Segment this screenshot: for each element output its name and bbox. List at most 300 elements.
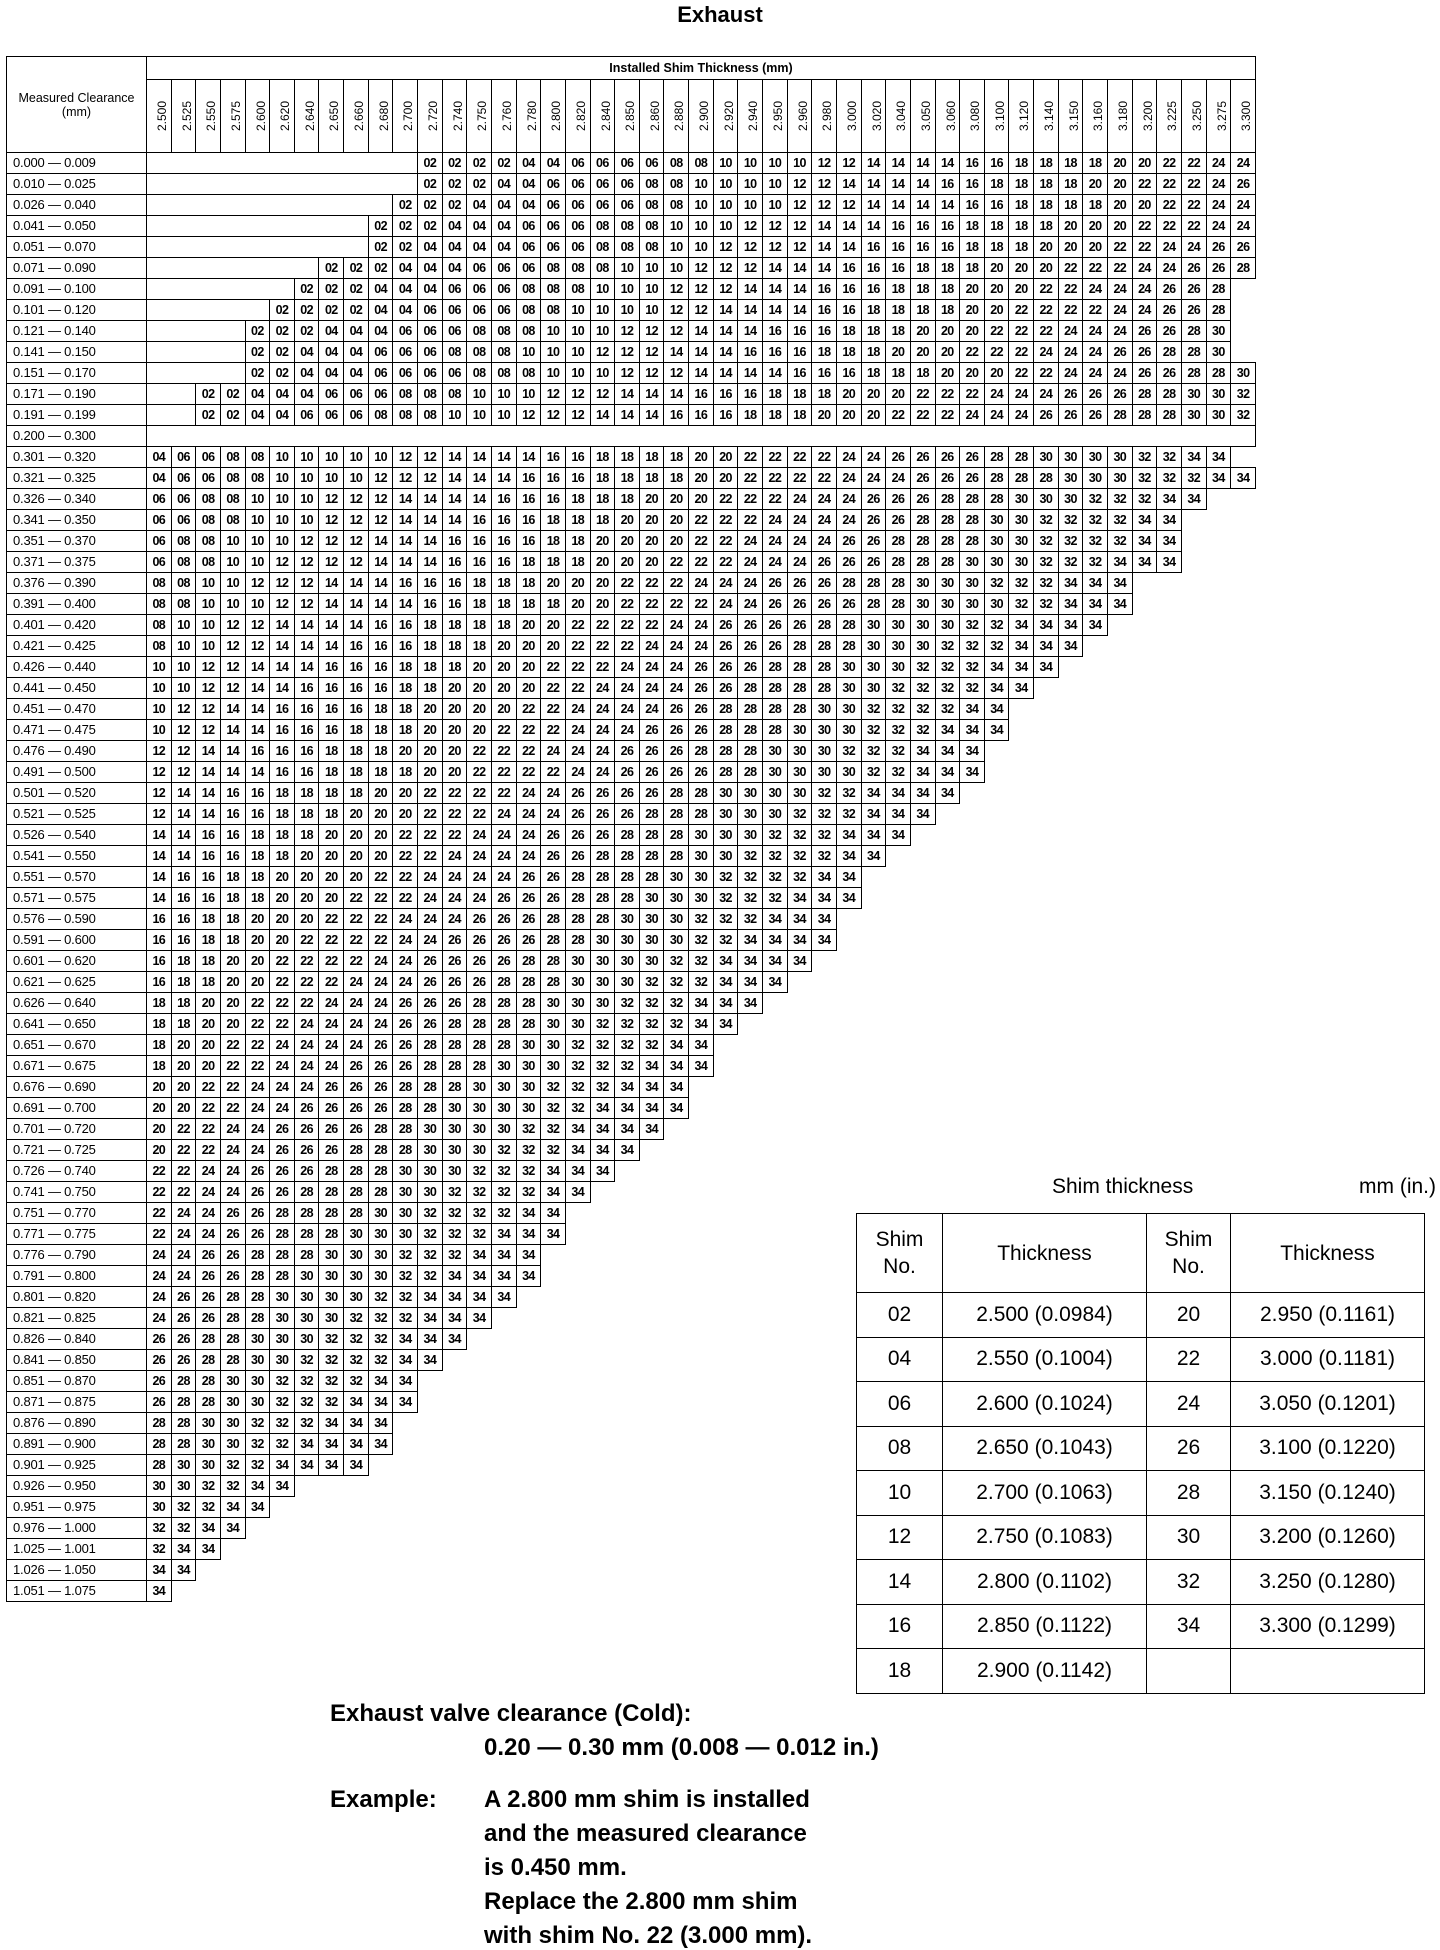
shim-number-cell: 34 bbox=[368, 1413, 393, 1434]
shim-number-cell: 22 bbox=[590, 657, 615, 678]
shim-number-cell: 24 bbox=[1058, 342, 1083, 363]
shim-number-cell: 24 bbox=[639, 699, 664, 720]
shim-number-cell: 32 bbox=[541, 1098, 566, 1119]
shim-number: 20 bbox=[1147, 1293, 1231, 1338]
shim-number-cell: 26 bbox=[418, 1014, 443, 1035]
shim-number-cell: 32 bbox=[713, 909, 738, 930]
shim-number-cell: 26 bbox=[541, 867, 566, 888]
shim-number-cell: 26 bbox=[541, 825, 566, 846]
shim-number-cell: 24 bbox=[270, 1056, 295, 1077]
shim-number-cell: 34 bbox=[319, 1434, 344, 1455]
installed-thickness-label: 2.500 bbox=[155, 100, 170, 132]
shim-number-cell: 30 bbox=[763, 804, 788, 825]
shim-number-cell: 22 bbox=[220, 1098, 245, 1119]
shim-number-cell: 30 bbox=[1009, 531, 1034, 552]
measured-clearance-cell: 0.901 — 0.925 bbox=[7, 1455, 147, 1476]
shim-number-cell: 14 bbox=[491, 468, 516, 489]
shim-number-cell: 32 bbox=[664, 1014, 689, 1035]
shim-number-cell: 16 bbox=[984, 195, 1009, 216]
shim-number-cell: 18 bbox=[368, 720, 393, 741]
shim-number-cell: 22 bbox=[713, 510, 738, 531]
shim-number-cell: 20 bbox=[1107, 195, 1132, 216]
shim-number-cell: 12 bbox=[615, 321, 640, 342]
shim-number-cell: 28 bbox=[442, 1056, 467, 1077]
shim-number-cell: 12 bbox=[319, 531, 344, 552]
measured-clearance-cell: 0.121 — 0.140 bbox=[7, 321, 147, 342]
shim-number-cell: 32 bbox=[812, 846, 837, 867]
shim-number-cell: 26 bbox=[294, 1140, 319, 1161]
shim-number-cell: 16 bbox=[467, 531, 492, 552]
shim-number-cell: 18 bbox=[368, 762, 393, 783]
shim-number-cell: 18 bbox=[960, 216, 985, 237]
shim-number-cell: 24 bbox=[713, 594, 738, 615]
shim-number-cell: 22 bbox=[1157, 195, 1182, 216]
shim-number-cell: 34 bbox=[1009, 615, 1034, 636]
shim-number-cell: 30 bbox=[763, 762, 788, 783]
shim-number-cell: 24 bbox=[368, 972, 393, 993]
shim-number-cell: 28 bbox=[344, 1140, 369, 1161]
shim-number-cell: 18 bbox=[467, 573, 492, 594]
shim-number-cell: 26 bbox=[245, 1161, 270, 1182]
shim-number-cell: 34 bbox=[984, 699, 1009, 720]
legend-header: Thickness bbox=[1231, 1214, 1425, 1293]
shim-number-cell: 32 bbox=[1132, 468, 1157, 489]
shim-number-cell: 12 bbox=[344, 510, 369, 531]
shim-number-cell: 34 bbox=[763, 909, 788, 930]
shim-number-cell: 22 bbox=[689, 531, 714, 552]
shim-number-cell: 12 bbox=[319, 552, 344, 573]
shim-number-cell: 28 bbox=[738, 699, 763, 720]
shim-number-cell: 16 bbox=[294, 720, 319, 741]
table-row bbox=[7, 153, 1256, 174]
measured-clearance-cell: 0.551 — 0.570 bbox=[7, 867, 147, 888]
measured-clearance-cell: 0.926 — 0.950 bbox=[7, 1476, 147, 1497]
shim-number-cell: 22 bbox=[467, 762, 492, 783]
shim-number-cell: 32 bbox=[319, 1371, 344, 1392]
shim-number-cell: 30 bbox=[491, 1077, 516, 1098]
shim-number-cell: 18 bbox=[516, 552, 541, 573]
shim-number-cell: 30 bbox=[639, 951, 664, 972]
shim-thickness: 3.050 (0.1201) bbox=[1231, 1382, 1425, 1427]
shim-number-cell: 10 bbox=[270, 531, 295, 552]
shim-number-cell: 30 bbox=[393, 1182, 418, 1203]
shim-number-cell: 30 bbox=[294, 1266, 319, 1287]
shim-number-cell: 34 bbox=[368, 1434, 393, 1455]
shim-number-cell: 22 bbox=[615, 636, 640, 657]
shim-number-cell: 16 bbox=[196, 867, 221, 888]
shim-number-cell: 24 bbox=[590, 699, 615, 720]
shim-number-cell: 24 bbox=[147, 1308, 172, 1329]
blank-area bbox=[1034, 678, 1256, 699]
shim-number-cell: 18 bbox=[147, 993, 172, 1014]
shim-number-cell: 34 bbox=[738, 930, 763, 951]
shim-number-cell: 18 bbox=[910, 279, 935, 300]
shim-number-cell: 30 bbox=[1058, 489, 1083, 510]
shim-number-cell: 26 bbox=[270, 1182, 295, 1203]
shim-number-cell: 02 bbox=[491, 153, 516, 174]
shim-number-cell: 24 bbox=[541, 741, 566, 762]
shim-number-cell: 30 bbox=[1206, 384, 1231, 405]
shim-number-cell: 34 bbox=[442, 1308, 467, 1329]
shim-number-cell: 26 bbox=[491, 888, 516, 909]
shim-number-cell: 06 bbox=[565, 174, 590, 195]
shim-number-cell: 24 bbox=[491, 825, 516, 846]
shim-number-cell: 20 bbox=[245, 930, 270, 951]
shim-number-cell: 28 bbox=[196, 1392, 221, 1413]
measured-clearance-cell: 0.576 — 0.590 bbox=[7, 909, 147, 930]
shim-number-cell: 08 bbox=[664, 195, 689, 216]
shim-number-cell: 12 bbox=[294, 573, 319, 594]
shim-number-cell: 32 bbox=[1034, 594, 1059, 615]
shim-number-cell: 22 bbox=[960, 342, 985, 363]
shim-number-cell: 06 bbox=[639, 153, 664, 174]
shim-number-cell: 30 bbox=[590, 951, 615, 972]
shim-number-cell: 16 bbox=[220, 804, 245, 825]
shim-number-cell: 14 bbox=[910, 195, 935, 216]
shim-number-cell: 14 bbox=[344, 615, 369, 636]
shim-number-cell: 22 bbox=[442, 804, 467, 825]
shim-number-cell: 10 bbox=[171, 636, 196, 657]
measured-clearance-cell: 0.441 — 0.450 bbox=[7, 678, 147, 699]
blank-area bbox=[1231, 321, 1256, 342]
installed-thickness-label: 2.980 bbox=[820, 100, 835, 132]
shim-number-cell: 34 bbox=[984, 678, 1009, 699]
shim-number-cell: 10 bbox=[713, 195, 738, 216]
shim-number-cell: 34 bbox=[935, 741, 960, 762]
shim-number-cell: 22 bbox=[270, 993, 295, 1014]
shim-number-cell: 28 bbox=[565, 909, 590, 930]
shim-number-cell: 32 bbox=[344, 1371, 369, 1392]
legend-row bbox=[857, 1337, 1425, 1382]
shim-number-cell: 02 bbox=[319, 258, 344, 279]
shim-number-cell: 08 bbox=[639, 174, 664, 195]
shim-number-cell: 16 bbox=[689, 384, 714, 405]
shim-number-cell: 24 bbox=[1231, 153, 1256, 174]
shim-number-cell: 32 bbox=[418, 1224, 443, 1245]
blank-area bbox=[1009, 720, 1256, 741]
shim-number-cell: 02 bbox=[319, 279, 344, 300]
shim-number-cell: 24 bbox=[344, 1035, 369, 1056]
shim-number-cell: 04 bbox=[270, 384, 295, 405]
shim-number-cell: 18 bbox=[886, 300, 911, 321]
shim-number-cell: 28 bbox=[565, 867, 590, 888]
shim-number-cell: 10 bbox=[196, 594, 221, 615]
shim-number-cell: 26 bbox=[787, 573, 812, 594]
measured-clearance-cell: 0.341 — 0.350 bbox=[7, 510, 147, 531]
shim-number-cell: 32 bbox=[960, 657, 985, 678]
shim-number-cell: 26 bbox=[270, 1140, 295, 1161]
shim-number-cell: 18 bbox=[1034, 153, 1059, 174]
shim-number-cell: 14 bbox=[738, 300, 763, 321]
measured-clearance-cell: 0.376 — 0.390 bbox=[7, 573, 147, 594]
installed-thickness-header bbox=[368, 80, 393, 153]
shim-number-cell: 32 bbox=[689, 951, 714, 972]
shim-number-cell: 30 bbox=[836, 699, 861, 720]
shim-number-cell: 34 bbox=[294, 1455, 319, 1476]
shim-number-cell: 26 bbox=[171, 1329, 196, 1350]
shim-number-cell: 26 bbox=[1132, 321, 1157, 342]
shim-number-cell: 14 bbox=[615, 405, 640, 426]
shim-number-cell: 28 bbox=[319, 1161, 344, 1182]
shim-number-cell: 30 bbox=[368, 1224, 393, 1245]
shim-number-cell: 26 bbox=[615, 762, 640, 783]
shim-number-cell: 28 bbox=[344, 1161, 369, 1182]
shim-number-cell: 16 bbox=[196, 846, 221, 867]
shim-number-cell: 26 bbox=[1083, 405, 1108, 426]
shim-number-cell: 22 bbox=[565, 636, 590, 657]
shim-number-cell: 22 bbox=[1107, 258, 1132, 279]
shim-number-cell: 28 bbox=[541, 909, 566, 930]
shim-number-cell: 22 bbox=[1132, 216, 1157, 237]
shim-number-cell: 02 bbox=[393, 216, 418, 237]
shim-number-cell: 14 bbox=[171, 825, 196, 846]
shim-number-cell: 24 bbox=[319, 1056, 344, 1077]
shim-number-cell: 22 bbox=[541, 678, 566, 699]
shim-number-cell: 20 bbox=[220, 972, 245, 993]
installed-thickness-label: 3.040 bbox=[894, 100, 909, 132]
shim-number-cell: 22 bbox=[319, 951, 344, 972]
shim-number-cell: 24 bbox=[541, 783, 566, 804]
shim-number-cell: 24 bbox=[467, 825, 492, 846]
measured-clearance-cell: 0.391 — 0.400 bbox=[7, 594, 147, 615]
shim-number-cell: 04 bbox=[467, 195, 492, 216]
shim-number-cell: 18 bbox=[886, 363, 911, 384]
shim-number-cell: 32 bbox=[910, 720, 935, 741]
shim-number-cell: 26 bbox=[639, 741, 664, 762]
shim-number-cell: 30 bbox=[171, 1476, 196, 1497]
shim-number-cell: 20 bbox=[418, 741, 443, 762]
shim-number-cell: 28 bbox=[886, 573, 911, 594]
shim-number-cell: 32 bbox=[1132, 447, 1157, 468]
shim-number-cell: 32 bbox=[1034, 573, 1059, 594]
shim-number-cell: 12 bbox=[615, 342, 640, 363]
shim-number-cell: 30 bbox=[886, 615, 911, 636]
shim-number-cell: 32 bbox=[467, 1182, 492, 1203]
shim-number-cell: 08 bbox=[418, 384, 443, 405]
shim-number-cell: 12 bbox=[689, 279, 714, 300]
measured-clearance-cell: 0.301 — 0.320 bbox=[7, 447, 147, 468]
measured-clearance-cell: 1.026 — 1.050 bbox=[7, 1560, 147, 1581]
shim-number-cell: 28 bbox=[787, 636, 812, 657]
shim-number-cell: 22 bbox=[689, 552, 714, 573]
shim-number-cell: 20 bbox=[418, 720, 443, 741]
shim-number-cell: 12 bbox=[787, 195, 812, 216]
shim-number-cell: 14 bbox=[220, 720, 245, 741]
shim-number-cell: 14 bbox=[639, 405, 664, 426]
shim-number-cell: 26 bbox=[738, 657, 763, 678]
shim-number-cell: 32 bbox=[1034, 531, 1059, 552]
shim-number-cell: 22 bbox=[1157, 153, 1182, 174]
shim-number-cell: 24 bbox=[1132, 258, 1157, 279]
shim-number-cell: 24 bbox=[763, 531, 788, 552]
shim-number-cell: 22 bbox=[541, 657, 566, 678]
shim-number-cell: 32 bbox=[418, 1203, 443, 1224]
installed-thickness-header bbox=[196, 80, 221, 153]
shim-number-cell: 22 bbox=[664, 573, 689, 594]
shim-number-cell: 34 bbox=[491, 1224, 516, 1245]
shim-number-cell: 24 bbox=[319, 1035, 344, 1056]
shim-number-cell: 20 bbox=[368, 804, 393, 825]
shim-number-cell: 22 bbox=[516, 720, 541, 741]
shim-number-cell: 34 bbox=[935, 720, 960, 741]
measured-clearance-cell: 0.010 — 0.025 bbox=[7, 174, 147, 195]
shim-number-cell: 26 bbox=[590, 804, 615, 825]
shim-number-cell: 32 bbox=[886, 762, 911, 783]
shim-number-cell: 26 bbox=[689, 699, 714, 720]
shim-number-cell: 30 bbox=[590, 972, 615, 993]
shim-number-cell: 26 bbox=[910, 468, 935, 489]
shim-number-cell: 06 bbox=[147, 510, 172, 531]
shim-number-cell: 22 bbox=[1034, 363, 1059, 384]
shim-number-cell: 32 bbox=[787, 846, 812, 867]
blank-area bbox=[689, 1098, 1256, 1119]
shim-number-cell: 34 bbox=[960, 762, 985, 783]
shim-number-cell: 32 bbox=[738, 888, 763, 909]
shim-number-cell: 22 bbox=[171, 1140, 196, 1161]
shim-number-cell: 02 bbox=[245, 321, 270, 342]
shim-number-cell: 32 bbox=[812, 783, 837, 804]
shim-number-cell: 32 bbox=[861, 699, 886, 720]
shim-number-cell: 18 bbox=[245, 825, 270, 846]
installed-thickness-label: 2.900 bbox=[697, 100, 712, 132]
measured-clearance-cell: 0.071 — 0.090 bbox=[7, 258, 147, 279]
shim-number-cell: 22 bbox=[1083, 300, 1108, 321]
shim-number-cell: 16 bbox=[565, 468, 590, 489]
shim-number-cell: 24 bbox=[467, 846, 492, 867]
shim-number-cell: 26 bbox=[763, 636, 788, 657]
shim-number-cell: 28 bbox=[738, 741, 763, 762]
shim-number-cell: 06 bbox=[590, 195, 615, 216]
shim-number-cell: 06 bbox=[196, 468, 221, 489]
shim-number-cell: 18 bbox=[1034, 174, 1059, 195]
shim-number-cell: 26 bbox=[615, 804, 640, 825]
shim-number-cell: 24 bbox=[787, 531, 812, 552]
shim-number-cell: 28 bbox=[984, 468, 1009, 489]
clearance-label: Exhaust valve clearance (Cold): bbox=[330, 1700, 692, 1727]
shim-number-cell: 34 bbox=[763, 930, 788, 951]
shim-number-cell: 34 bbox=[1157, 510, 1182, 531]
shim-number: 30 bbox=[1147, 1515, 1231, 1560]
installed-thickness-label: 2.840 bbox=[598, 100, 613, 132]
shim-number-cell: 24 bbox=[738, 552, 763, 573]
shim-thickness: 2.800 (0.1102) bbox=[943, 1560, 1147, 1605]
shim-number-cell: 28 bbox=[147, 1413, 172, 1434]
shim-number-cell: 30 bbox=[960, 594, 985, 615]
shim-number-cell: 34 bbox=[220, 1518, 245, 1539]
shim-number-cell: 26 bbox=[418, 951, 443, 972]
shim-number-cell: 24 bbox=[418, 888, 443, 909]
shim-number-cell: 20 bbox=[1083, 216, 1108, 237]
shim-number-cell: 14 bbox=[196, 741, 221, 762]
shim-number-cell: 22 bbox=[491, 741, 516, 762]
shim-number: 10 bbox=[857, 1471, 943, 1516]
shim-number-cell: 10 bbox=[565, 342, 590, 363]
shim-number-cell: 26 bbox=[935, 447, 960, 468]
shim-number-cell: 34 bbox=[418, 1287, 443, 1308]
shim-number-cell: 18 bbox=[147, 1035, 172, 1056]
shim-number-cell: 10 bbox=[196, 573, 221, 594]
shim-number-cell: 18 bbox=[541, 594, 566, 615]
shim-number-cell: 14 bbox=[713, 342, 738, 363]
installed-thickness-header bbox=[886, 80, 911, 153]
shim-number-cell: 14 bbox=[787, 300, 812, 321]
measured-clearance-cell: 0.571 — 0.575 bbox=[7, 888, 147, 909]
shim-number-cell: 20 bbox=[886, 342, 911, 363]
installed-thickness-header bbox=[763, 80, 788, 153]
shim-number-cell: 32 bbox=[467, 1203, 492, 1224]
legend-header: Thickness bbox=[943, 1214, 1147, 1293]
shim-number-cell: 32 bbox=[1058, 531, 1083, 552]
shim-number-cell: 12 bbox=[319, 510, 344, 531]
empty-cell bbox=[147, 342, 246, 363]
shim-number-cell: 10 bbox=[220, 552, 245, 573]
shim-thickness: 2.650 (0.1043) bbox=[943, 1426, 1147, 1471]
installed-thickness-label: 2.800 bbox=[549, 100, 564, 132]
shim-number-cell: 28 bbox=[1034, 468, 1059, 489]
shim-number-cell: 18 bbox=[861, 363, 886, 384]
shim-number-cell: 30 bbox=[689, 846, 714, 867]
shim-number-cell: 10 bbox=[689, 237, 714, 258]
shim-number-cell: 14 bbox=[442, 489, 467, 510]
shim-number-cell: 28 bbox=[541, 930, 566, 951]
shim-number-cell: 20 bbox=[270, 930, 295, 951]
shim-number-cell: 30 bbox=[590, 993, 615, 1014]
shim-number-cell: 30 bbox=[664, 909, 689, 930]
shim-number-cell: 28 bbox=[467, 1056, 492, 1077]
shim-number-cell: 08 bbox=[664, 174, 689, 195]
shim-number: 14 bbox=[857, 1560, 943, 1605]
shim-number-cell: 16 bbox=[368, 678, 393, 699]
shim-number-cell: 20 bbox=[516, 636, 541, 657]
table-row bbox=[7, 216, 1256, 237]
shim-number-cell: 28 bbox=[344, 1182, 369, 1203]
shim-number-cell: 22 bbox=[541, 762, 566, 783]
shim-number-cell: 26 bbox=[1231, 237, 1256, 258]
shim-number-cell: 16 bbox=[393, 636, 418, 657]
shim-number-cell: 26 bbox=[220, 1266, 245, 1287]
shim-number-cell: 18 bbox=[294, 783, 319, 804]
installed-thickness-header bbox=[787, 80, 812, 153]
shim-number-cell: 04 bbox=[418, 279, 443, 300]
shim-number-cell: 28 bbox=[393, 1077, 418, 1098]
shim-number-cell: 28 bbox=[491, 993, 516, 1014]
shim-number-cell: 24 bbox=[590, 720, 615, 741]
shim-number-cell: 14 bbox=[368, 552, 393, 573]
shim-number-cell: 14 bbox=[220, 741, 245, 762]
shim-number-cell: 26 bbox=[245, 1182, 270, 1203]
measured-clearance-cell: 0.471 — 0.475 bbox=[7, 720, 147, 741]
shim-number-cell: 18 bbox=[196, 909, 221, 930]
shim-thickness: 2.900 (0.1142) bbox=[943, 1649, 1147, 1694]
shim-number-cell: 08 bbox=[171, 594, 196, 615]
shim-number-cell: 16 bbox=[467, 510, 492, 531]
shim-number-cell: 02 bbox=[220, 405, 245, 426]
shim-thickness: 3.150 (0.1240) bbox=[1231, 1471, 1425, 1516]
shim-number-cell: 22 bbox=[442, 825, 467, 846]
shim-number-cell: 28 bbox=[787, 699, 812, 720]
shim-number-cell: 34 bbox=[1083, 594, 1108, 615]
shim-number-cell: 14 bbox=[886, 174, 911, 195]
shim-number-cell: 26 bbox=[960, 468, 985, 489]
shim-number-cell: 24 bbox=[787, 489, 812, 510]
shim-number-cell: 20 bbox=[1034, 237, 1059, 258]
shim-number-cell: 24 bbox=[960, 405, 985, 426]
shim-number-cell: 18 bbox=[664, 468, 689, 489]
shim-number-cell: 06 bbox=[393, 321, 418, 342]
shim-number-cell: 20 bbox=[960, 279, 985, 300]
shim-number-cell: 16 bbox=[319, 678, 344, 699]
shim-number-cell: 30 bbox=[147, 1497, 172, 1518]
